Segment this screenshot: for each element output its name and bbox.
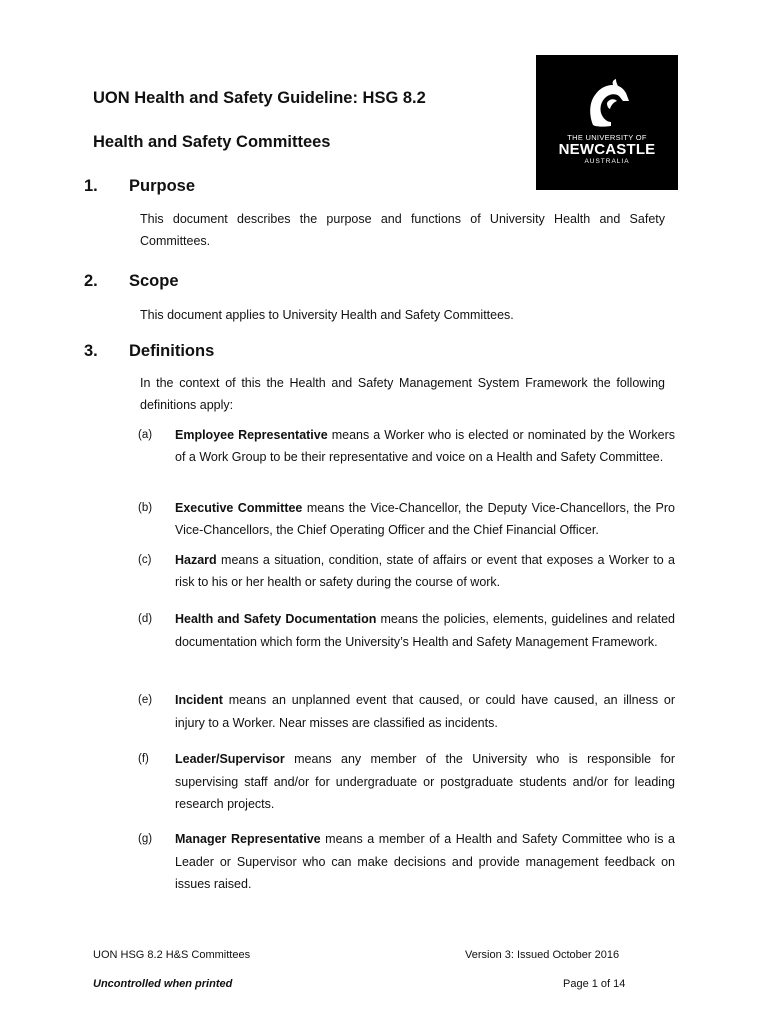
section-number: 2. [84, 272, 98, 290]
footer-uncontrolled-notice: Uncontrolled when printed [93, 978, 233, 990]
definition-item [138, 689, 675, 734]
definitions-intro-paragraph: In the context of this the Health and Safety Management System Framework the following definitions apply: [140, 376, 665, 412]
definition-text: means a member of a Health and Safety Committee who is a Leader or Supervisor who can make decisions and provide management feedback on issues raised. [175, 832, 675, 891]
definition-text: means the policies, elements, guidelines and related documentation which form the University’s Health and Safety Management Framework. [175, 612, 675, 649]
definition-term: Employee Representative [175, 428, 328, 442]
definition-label: (f) [138, 753, 149, 765]
logo-line-newcastle: NEWCASTLE [558, 141, 656, 158]
purpose-paragraph: This document describes the purpose and functions of University Health and Safety Committees. [140, 212, 665, 248]
logo-line-australia: AUSTRALIA [584, 158, 630, 165]
definition-text: means a situation, condition, state of affairs or event that exposes a Worker to a risk to his or her health or safety during the course of work. [175, 553, 675, 589]
definition-item [138, 550, 675, 593]
footer-page-number: Page 1 of 14 [563, 978, 626, 990]
definition-label: (g) [138, 833, 153, 845]
definition-label: (e) [138, 694, 153, 706]
definition-item [138, 828, 675, 896]
university-logo [536, 55, 678, 190]
definition-term: Health and Safety Documentation [175, 612, 377, 626]
footer-version: Version 3: Issued October 2016 [465, 949, 620, 961]
definition-item [138, 748, 675, 816]
footer-document-name: UON HSG 8.2 H&S Committees [93, 949, 251, 961]
definition-item [138, 608, 675, 653]
definition-label: (d) [138, 613, 153, 625]
definition-text: means any member of the University who is responsible for supervising staff and/or for undergraduate or postgraduate students and/or for leading research projects. [175, 752, 675, 811]
horse-head-icon [583, 79, 631, 129]
definition-text: means the Vice-Chancellor, the Deputy Vice-Chancellors, the Pro Vice-Chancellors, the Chief Operating Officer and the Chief Financial Officer. [175, 501, 675, 537]
definition-text: means a Worker who is elected or nominated by the Workers of a Work Group to be their representative and voice on a Health and Safety Committee. [175, 428, 676, 464]
section-title: Purpose [129, 177, 196, 195]
logo-line-university-of: THE UNIVERSITY OF [567, 133, 647, 142]
definition-label: (b) [138, 502, 153, 514]
document-subtitle: Health and Safety Committees [93, 133, 331, 151]
definition-item [138, 425, 675, 468]
definition-text: means an unplanned event that caused, or could have caused, an illness or injury to a Worker. Near misses are classified as incidents. [175, 693, 675, 730]
definition-term: Leader/Supervisor [175, 752, 285, 766]
definition-term: Hazard [175, 553, 217, 567]
definition-label: (c) [138, 554, 152, 566]
definition-label: (a) [138, 429, 153, 441]
section-title: Definitions [129, 342, 215, 360]
section-number: 3. [84, 342, 98, 360]
definition-term: Incident [175, 693, 223, 707]
definition-item [138, 498, 675, 541]
scope-paragraph: This document applies to University Health and Safety Committees. [140, 308, 514, 322]
definition-term: Executive Committee [175, 501, 303, 515]
section-title: Scope [129, 272, 179, 290]
section-number: 1. [84, 177, 98, 195]
definition-term: Manager Representative [175, 832, 321, 846]
document-title: UON Health and Safety Guideline: HSG 8.2 [93, 89, 426, 107]
